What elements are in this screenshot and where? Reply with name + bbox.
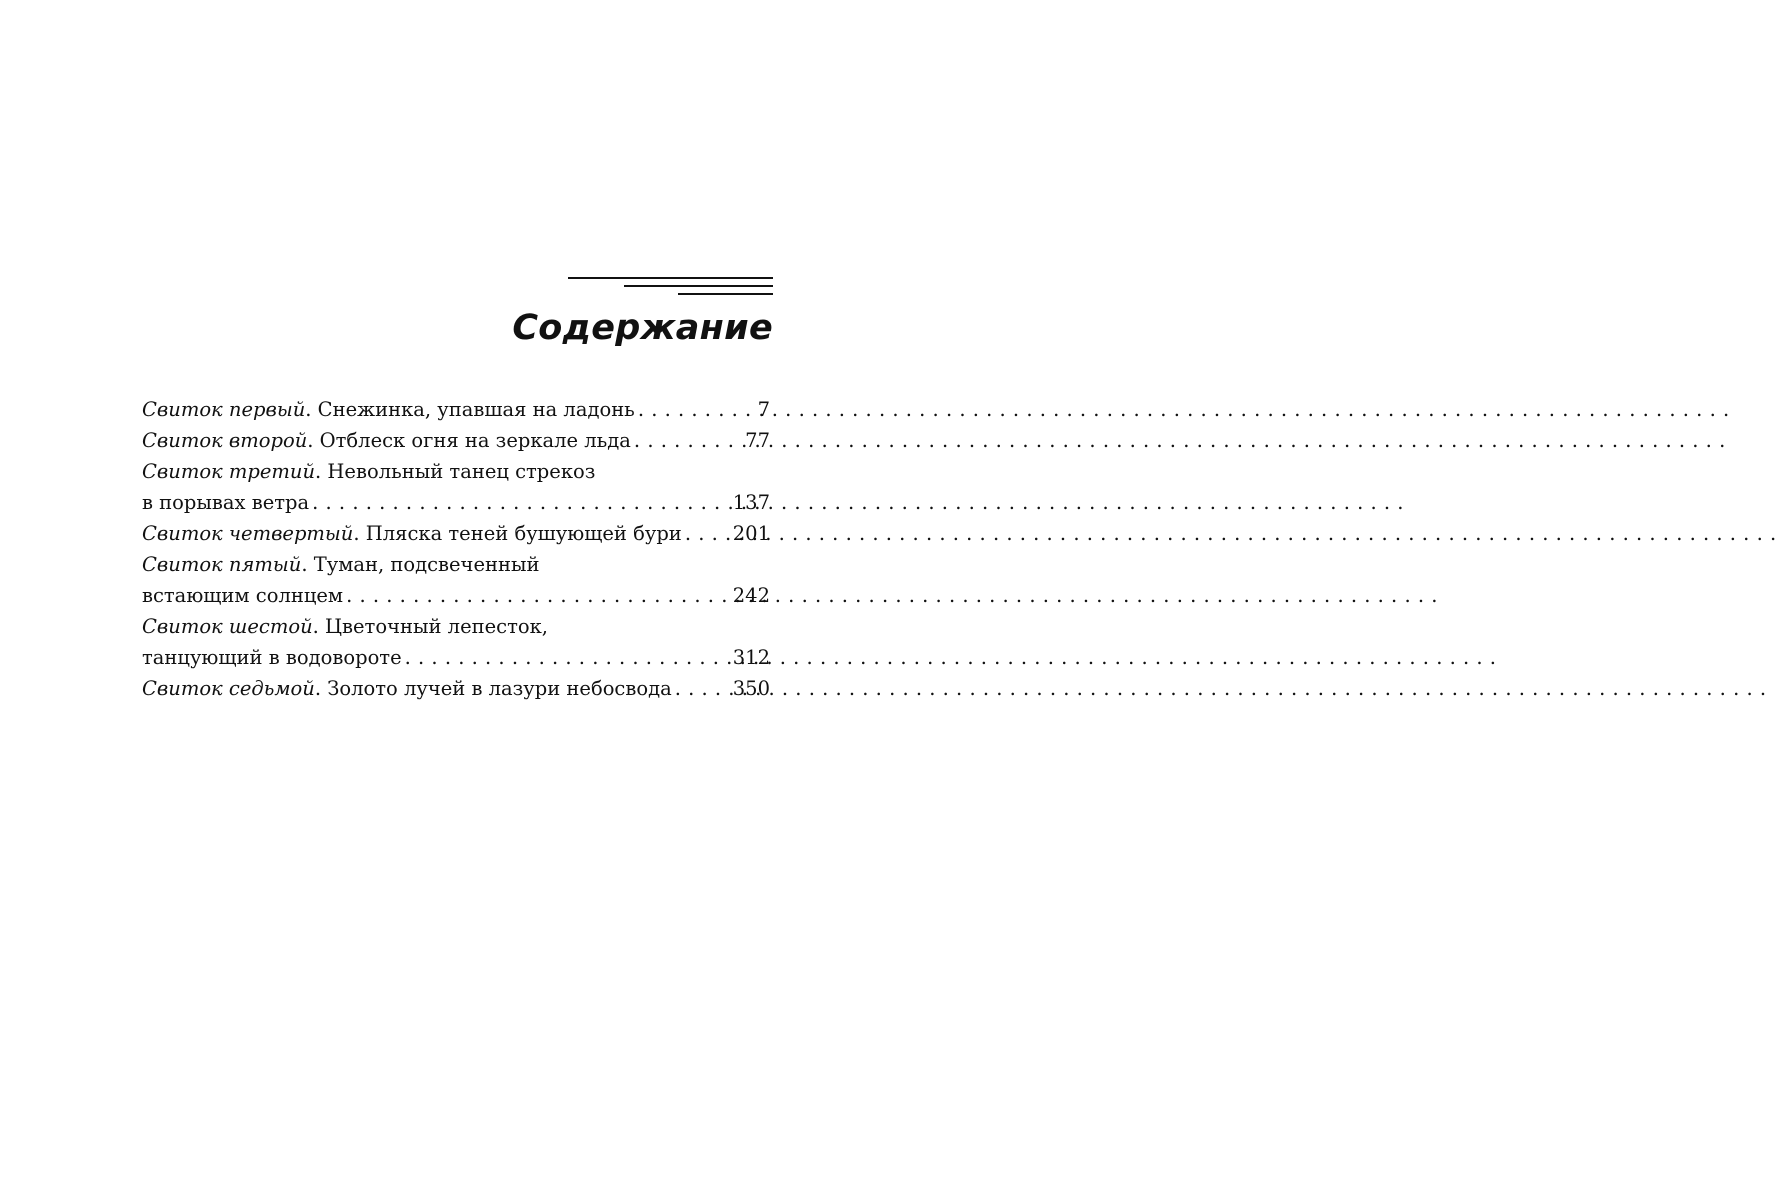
toc-entry-page: 201 — [732, 522, 770, 545]
toc-entry-6[interactable] — [142, 611, 770, 642]
toc-entry-series: Свиток седьмой — [142, 677, 315, 700]
dot-leader — [402, 642, 718, 673]
toc-entry-7[interactable] — [142, 673, 770, 704]
toc-entry-series: Свиток четвертый — [142, 522, 354, 545]
toc-entry-title: . Пляска теней бушующей бури — [353, 522, 682, 545]
toc-entry-series: Свиток шестой — [142, 615, 313, 638]
toc-entry-5[interactable] — [142, 549, 770, 580]
table-of-contents — [142, 394, 770, 704]
decorative-rule-top — [568, 277, 773, 279]
toc-entry-title-continued: встающим солнцем — [142, 584, 344, 607]
toc-entry-series: Свиток пятый — [142, 553, 302, 576]
toc-entry-3[interactable] — [142, 456, 770, 487]
decorative-rule-bottom — [678, 293, 773, 295]
decorative-rules — [0, 0, 900, 300]
toc-entry-5-continued[interactable] — [142, 580, 770, 611]
toc-entry-title: . Отблеск огня на зеркале льда — [307, 429, 631, 452]
dot-leader — [309, 487, 718, 518]
toc-entry-label — [142, 673, 672, 704]
toc-entry-page: 137 — [732, 491, 770, 514]
toc-entry-4[interactable] — [142, 518, 770, 549]
toc-entry-page: 312 — [732, 646, 770, 669]
toc-entry-title-continued: танцующий в водовороте — [142, 646, 402, 669]
dot-leader — [631, 425, 718, 456]
toc-entry-page: 77 — [745, 429, 770, 452]
toc-entry-title: . Цветочный лепесток, — [312, 615, 548, 638]
toc-entry-title: . Туман, подсвеченный — [301, 553, 540, 576]
toc-entry-label — [142, 611, 548, 642]
toc-entry-title-continued: в порывах ветра — [142, 491, 310, 514]
toc-entry-label — [142, 518, 682, 549]
toc-entry-title: . Золото лучей в лазури небосвода — [314, 677, 672, 700]
dot-leader — [672, 673, 718, 704]
toc-entry-series: Свиток первый — [142, 398, 306, 421]
toc-entry-title: . Невольный танец стрекоз — [315, 460, 596, 483]
toc-entry-page: 350 — [732, 677, 770, 700]
toc-entry-title: . Снежинка, упавшая на ладонь — [305, 398, 635, 421]
toc-entry-page: 7 — [757, 398, 770, 421]
toc-entry-series: Свиток третий — [142, 460, 316, 483]
toc-entry-6-continued[interactable] — [142, 642, 770, 673]
toc-entry-label — [142, 394, 635, 425]
toc-entry-label — [142, 456, 595, 487]
dot-leader — [682, 518, 718, 549]
toc-entry-page: 242 — [732, 584, 770, 607]
page-title: Содержание — [512, 308, 773, 348]
toc-entry-3-continued[interactable] — [142, 487, 770, 518]
dot-leader — [343, 580, 718, 611]
toc-entry-series: Свиток второй — [142, 429, 308, 452]
toc-entry-2[interactable] — [142, 425, 770, 456]
dot-leader — [635, 394, 718, 425]
toc-entry-label — [142, 549, 540, 580]
toc-entry-1[interactable] — [142, 394, 770, 425]
toc-entry-label — [142, 425, 631, 456]
decorative-rule-middle — [624, 285, 773, 287]
